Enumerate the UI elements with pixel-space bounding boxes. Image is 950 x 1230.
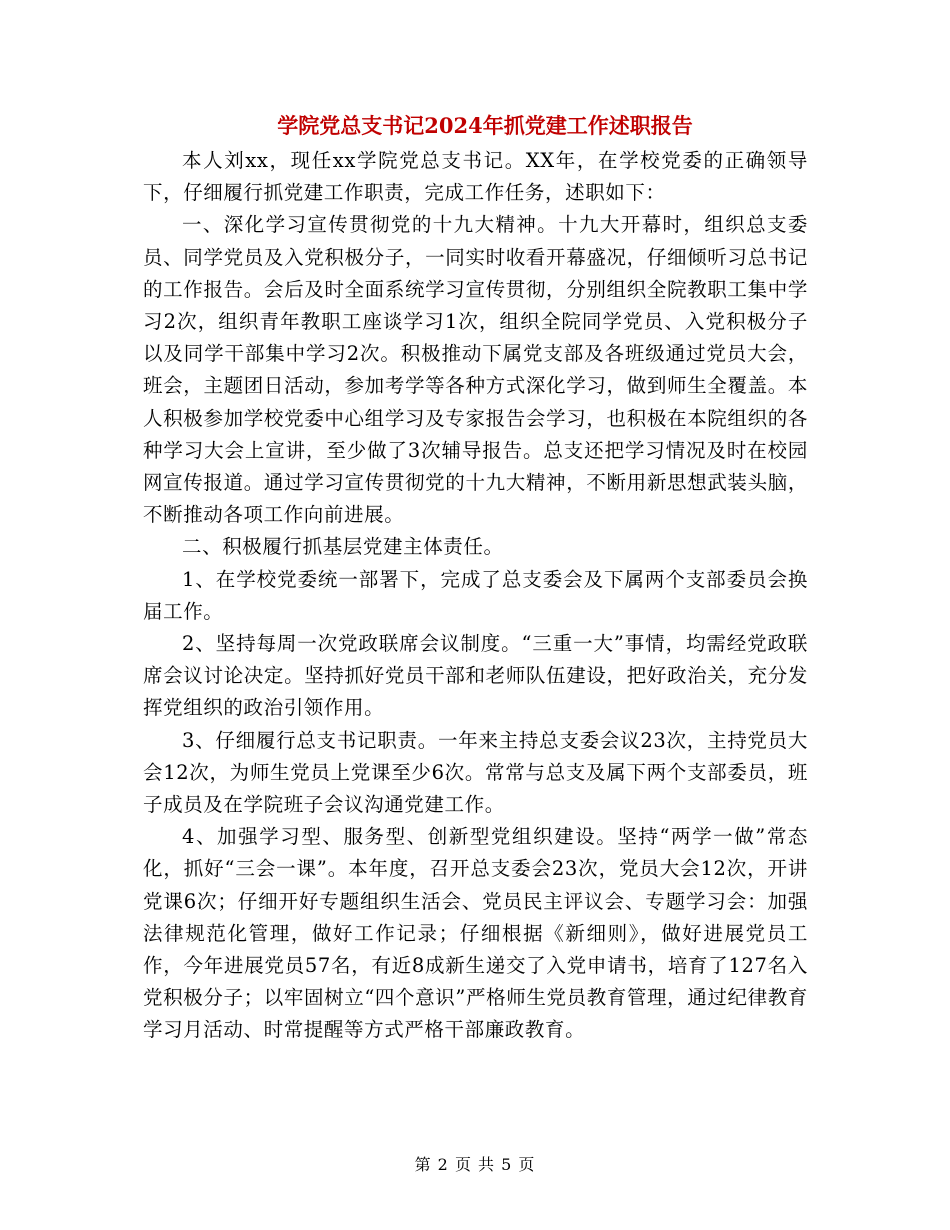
paragraph-section-1: 一、深化学习宣传贯彻党的十九大精神。十九大开幕时，组织总支委员、同学党员及入党积极分子，一同实时收看开幕盛况，仔细倾听习总书记的工作报告。会后及时全面系统学习宣传贯彻，分别组织全院教职工集中学习2次，组织青年教职工座谈学习1次，组织全院同学党员、入党积极分子以及同学干部集中学习2次。积极推动下属党支部及各班级通过党员大会，班会，主题团日活动，参加考学等各种方式深化学习，做到师生全覆盖。本人积极参加学校党委中心组学习及专家报告会学习，也积极在本院组织的各种学习大会上宣讲，至少做了3次辅导报告。总支还把学习情况及时在校园网宣传报道。通过学习宣传贯彻党的十九大精神，不断用新思想武装头脑，不断推动各项工作向前进展。 <box>143 213 808 527</box>
paragraph-item-3: 3、仔细履行总支书记职责。一年来主持总支委会议23次，主持党员大会12次，为师生党员上党课至少6次。常常与总支及属下两个支部委员，班子成员及在学院班子会议沟通党建工作。 <box>143 728 808 817</box>
paragraph-intro: 本人刘xx，现任xx学院党总支书记。XX年，在学校党委的正确领导下，仔细履行抓党建工作职责，完成工作任务，述职如下： <box>143 149 808 205</box>
document-body <box>143 145 808 1047</box>
page-number-footer: 第 2 页 共 5 页 <box>414 1155 536 1174</box>
document-title: 学院党总支书记2024年抓党建工作述职报告 <box>277 113 693 138</box>
paragraph-section-2-heading: 二、积极履行抓基层党建主体责任。 <box>182 535 504 559</box>
paragraph-item-1: 1、在学校党委统一部署下，完成了总支委会及下属两个支部委员会换届工作。 <box>143 567 808 623</box>
paragraph-item-2: 2、坚持每周一次党政联席会议制度。“三重一大”事情，均需经党政联席会议讨论决定。坚持抓好党员干部和老师队伍建设，把好政治关，充分发挥党组织的政治引领作用。 <box>143 632 808 720</box>
paragraph-item-4: 4、加强学习型、服务型、创新型党组织建设。坚持“两学一做”常态化，抓好“三会一课”。本年度，召开总支委会23次，党员大会12次，开讲党课6次；仔细开好专题组织生活会、党员民主评议会、专题学习会：加强法律规范化管理，做好工作记录；仔细根据《新细则》，做好进展党员工作，今年进展党员57名，有近8成新生递交了入党申请书，培育了127名入党积极分子；以牢固树立“四个意识”严格师生党员教育管理，通过纪律教育学习月活动、时常提醒等方式严格干部廉政教育。 <box>143 825 808 1042</box>
